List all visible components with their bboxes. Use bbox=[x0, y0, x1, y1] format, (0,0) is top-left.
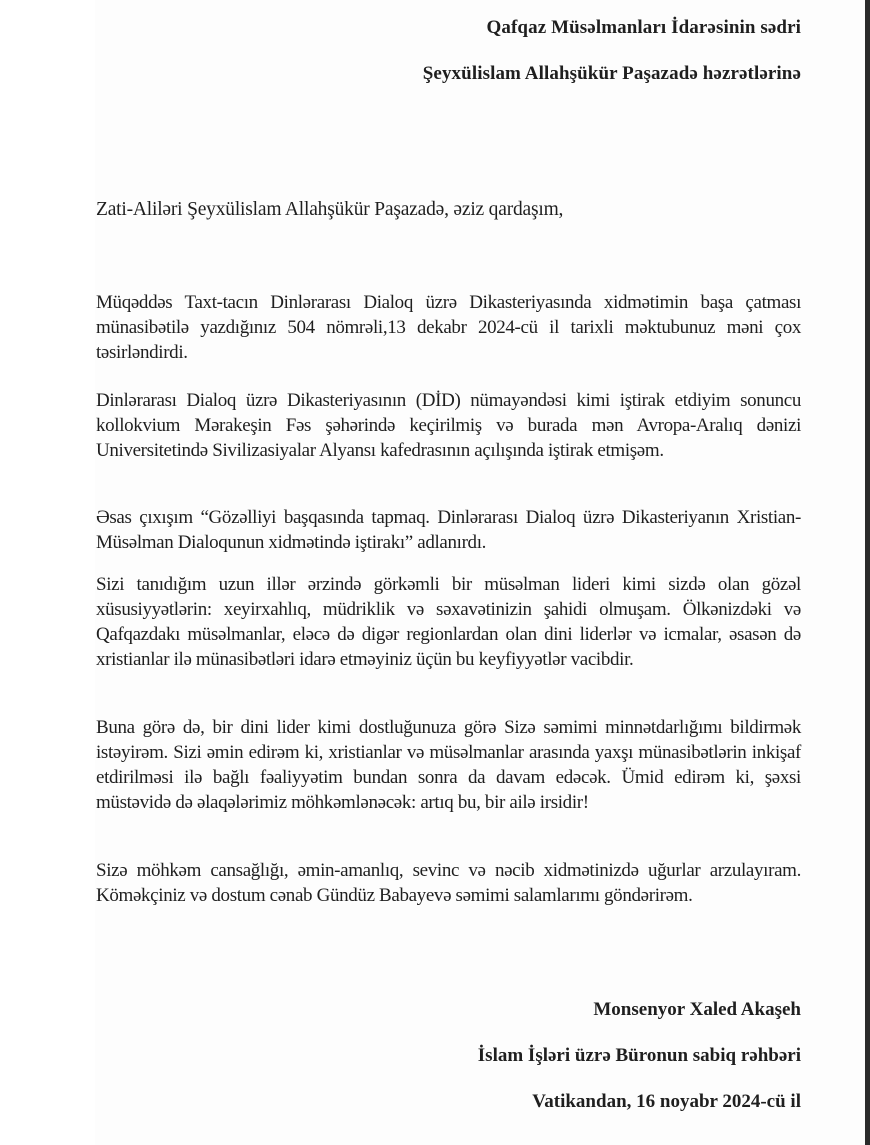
paragraph-2: Dinlərarası Dialoq üzrə Dikasteriyasının (DİD) nümayəndəsi kimi iştirak etdiyim sonuncu kollokvium Mərakeşin Fəs şəhərində keçirilmiş və burada mən Avropa-Aralıq dənizi Universitetində Sivilizasiyalar Alyansı kafedrasının açılışında iştirak etmişəm. bbox=[96, 390, 801, 461]
window-edge bbox=[865, 0, 870, 1145]
paragraph-1: Müqəddəs Taxt-tacın Dinlərarası Dialoq üzrə Dikasteriyasında xidmətimin başa çatması münasibətilə yazdığınız 504 nömrəli,13 dekabr 2024-cü il tarixli məktubunuz məni çox təsirləndirdi. bbox=[96, 292, 801, 363]
paragraph-6: Sizə möhkəm cansağlığı, əmin-amanlıq, sevinc və nəcib xidmətinizdə uğurlar arzulayıram. Köməkçiniz və dostum cənab Gündüz Babayevə səmimi salamlarımı göndərirəm. bbox=[96, 860, 801, 906]
salutation: Zati-Aliləri Şeyxülislam Allahşükür Paşazadə, əziz qardaşım, bbox=[96, 199, 564, 220]
paragraph-3: Əsas çıxışım “Gözəlliyi başqasında tapmaq. Dinlərarası Dialoq üzrə Dikasteriyanın Xristian-Müsəlman Dialoqunun xidmətində iştirakı” adlanırdı. bbox=[96, 507, 801, 553]
paragraph-5: Buna görə də, bir dini lider kimi dostluğunuza görə Sizə səmimi minnətdarlığımı bildirmək istəyirəm. Sizi əmin edirəm ki, xristianlar və müsəlmanlar arasında yaxşı münasibətlərin inkişaf etdirilməsi ilə bağlı fəaliyyətim bundan sonra da davam edəcək. Ümid edirəm ki, şəxsi müstəvidə də əlaqələrimiz möhkəmlənəcək: artıq bu, bir ailə irsidir! bbox=[96, 717, 801, 813]
signature-place-date: Vatikandan, 16 noyabr 2024-cü il bbox=[532, 1091, 801, 1112]
paragraph-4: Sizi tanıdığım uzun illər ərzində görkəmli bir müsəlman lideri kimi sizdə olan gözəl xüsusiyyətlərin: xeyirxahlıq, müdriklik və səxavətinizin şahidi olmuşam. Ölkənizdəki və Qafqazdakı müsəlmanlar, eləcə də digər regionlardan olan dini liderlər və icmalar, əsasən də xristianlar ilə münasibətləri idarə etməyiniz üçün bu keyfiyyətlər vacibdir. bbox=[96, 574, 801, 670]
signature-name: Monsenyor Xaled Akaşeh bbox=[593, 999, 801, 1020]
signature-title: İslam İşləri üzrə Büronun sabiq rəhbəri bbox=[477, 1045, 801, 1066]
recipient-line-1: Qafqaz Müsəlmanları İdarəsinin sədri bbox=[486, 17, 801, 38]
recipient-line-2: Şeyxülislam Allahşükür Paşazadə həzrətlərinə bbox=[422, 63, 801, 84]
